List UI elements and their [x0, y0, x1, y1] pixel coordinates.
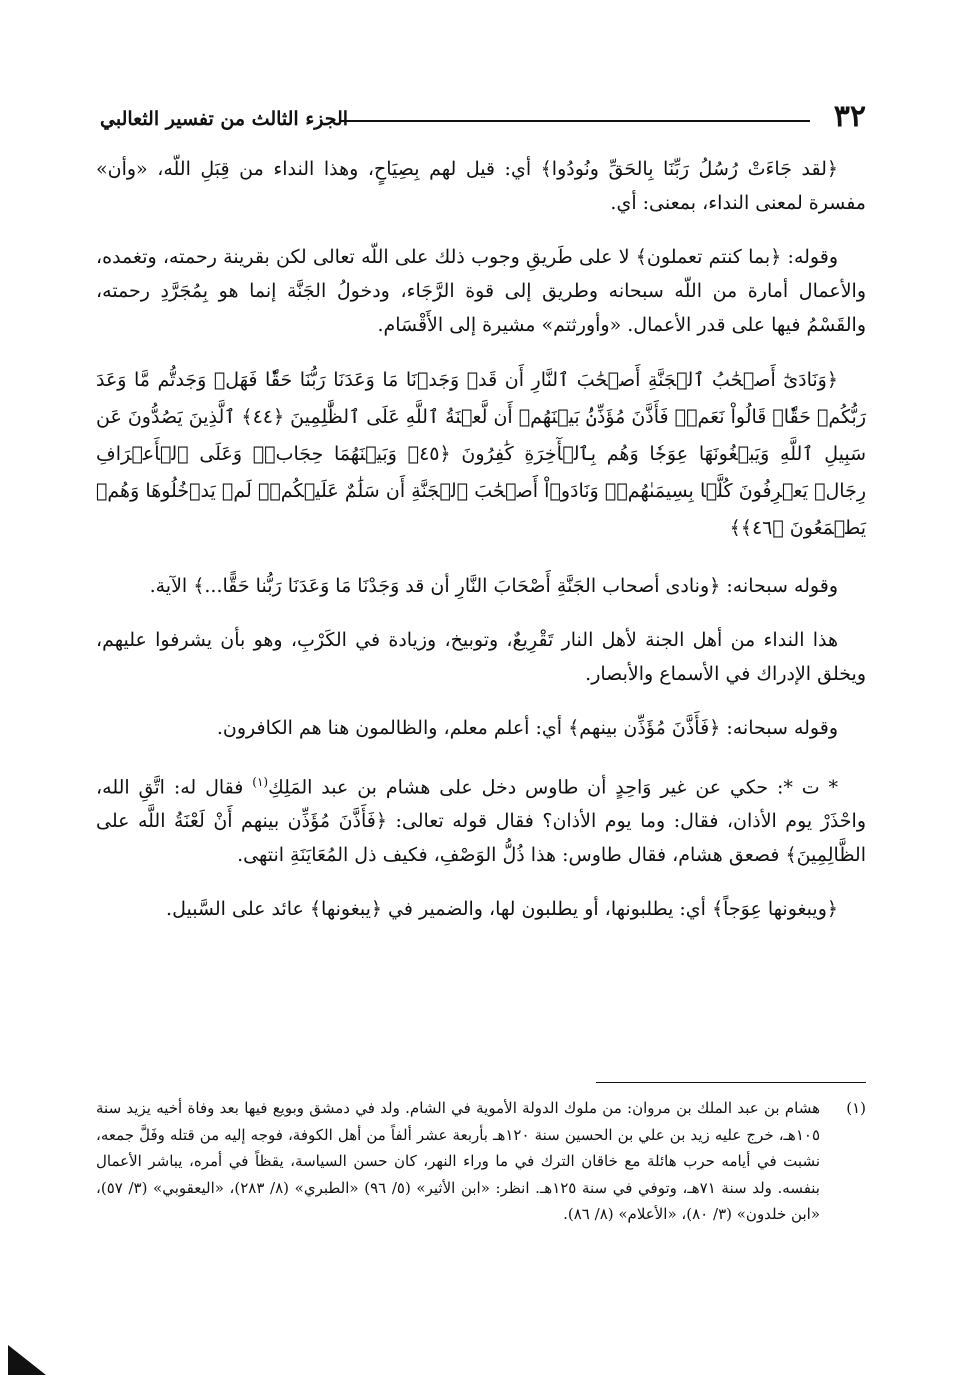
paragraph: هذا النداء من أهل الجنة لأهل النار تَقْرِيعٌ، وتوبيخ، وزيادة في الكَرْبِ، وهو بأن يشرفوا عليهم، ويخلق الإدراك في الأسماع والأبصار.: [96, 629, 866, 685]
page-header: [100, 100, 866, 142]
header-rule: [340, 120, 810, 122]
paragraph: وقوله سبحانه: ﴿ونادى أصحاب الجَنَّةِ أَصْحَابَ النَّارِ أن قد وَجَدْنَا مَا وَعَدَنَا رَبُّنا حَقًّا...﴾ الآية.: [149, 575, 838, 597]
running-title: الجزء الثالث من تفسير الثعالبي: [100, 108, 349, 130]
paragraph: وقوله: ﴿بما كنتم تعملون﴾ لا على طَريقِ وجوب ذلك على اللّه تعالى لكن بقرينة رحمته، وتغمده، والأعمال أمارة من اللّه سبحانه وطريق إلى قوة الرَّجَاء، ودخولُ الجَنَّة إنما هو بِمُجَرَّدِ رحمته، والقَسْمُ فيها على قدر الأعمال. «وأورثتم» مشيرة إلى الأَقْسَام.: [96, 246, 866, 336]
paragraph: وقوله سبحانه: ﴿فَأَذَّنَ مُؤَذِّن بينهم﴾ أي: أعلم معلم، والظالمون هنا هم الكافرون.: [216, 717, 838, 739]
footnote-number: (١): [846, 1099, 866, 1117]
paragraph-text: * ت *: حكي عن غير وَاحِدٍ أن طاوس دخل على هشام بن عبد المَلِكِ: [268, 776, 838, 799]
page-number: ٣٢: [833, 99, 866, 134]
quran-verse-block: ﴿وَنَادَىٰٓ أَصۡحَٰبُ ٱلۡجَنَّةِ أَصۡحَٰبَ ٱلنَّارِ أَن قَدۡ وَجَدۡنَا مَا وَعَدَنَا رَبُّنَا حَقّٗا فَهَلۡ وَجَدتُّم مَّا وَعَدَ رَبُّكُمۡ حَقّٗاۖ قَالُواْ نَعَمۡۚ فَأَذَّنَ مُؤَذِّنُۢ بَيۡنَهُمۡ أَن لَّعۡنَةُ ٱللَّهِ عَلَى ٱلظَّٰلِمِينَ ﴿٤٤﴾ ٱلَّذِينَ يَصُدُّونَ عَن سَبِيلِ ٱللَّهِ وَيَبۡغُونَهَا عِوَجٗا وَهُم بِٱلۡأٓخِرَةِ كَٰفِرُونَ ﴿٤٥﴾ وَبَيۡنَهُمَا حِجَابٞۚ وَعَلَى ٱلۡأَعۡرَافِ رِجَالٞ يَعۡرِفُونَ كُلَّۢا بِسِيمَىٰهُمۡۚ وَنَادَوۡاْ أَصۡحَٰبَ ٱلۡجَنَّةِ أَن سَلَٰمٌ عَلَيۡكُمۡۚ لَمۡ يَدۡخُلُوهَا وَهُمۡ يَطۡمَعُونَ ﴿٤٦﴾﴾: [96, 369, 866, 539]
footnote-reference[interactable]: (١): [252, 775, 269, 789]
paragraph: [96, 765, 866, 872]
main-text: [96, 152, 866, 946]
footnote-text: هشام بن عبد الملك بن مروان: من ملوك الدولة الأموية في الشام. ولد في دمشق وبويع فيها بعد وفاة أخيه يزيد سنة ١٠٥هـ، خرج عليه زيد بن علي بن الحسين سنة ١٢٠هـ بأربعة عشر ألفاً من أهل الكوفة، فوجه إليه من قتله وفَلَّ جمعه، نشبت في أيامه حرب هائلة مع خاقان الترك في ما وراء النهر، كان حسن السياسة، يقظاً في أمره، يباشر الأعمال بنفسه. ولد سنة ٧١هـ، وتوفي في سنة ١٢٥هـ. انظر: «ابن الأثير» (٥/ ٩٦) «الطبري» (٨/ ٢٨٣)، «اليعقوبي» (٣/ ٥٧)، «ابن خلدون» (٣/ ٨٠)، «الأعلام» (٨/ ٨٦).: [96, 1099, 821, 1223]
footnotes: [96, 1082, 866, 1228]
paragraph: ﴿لقد جَاءَتْ رُسُلُ رَبِّنَا بِالحَقِّ ونُودُوا﴾ أي: قيل لهم بِصِيَاحٍ، وهذا النداء من قِبَلِ اللّه، «وأن» مفسرة لمعنى النداء، بمعنى: أي.: [96, 158, 866, 214]
paragraph-text: فقال له: اتَّقِ الله، واحْذَرْ يوم الأذان، فقال: وما يوم الأذان؟ فقال قوله تعالى: ﴿فَأَذَّنَ مُؤَذِّن بينهم أَنْ لَعْنَةُ اللَّه على الظَّالِمِينَ﴾ فصعق هشام، فقال طاوس: هذا ذُلُّ الوَصْفِ، فكيف ذل المُعَايَنَةِ انتهى.: [96, 776, 866, 867]
paragraph: ﴿ويبغونها عِوَجاً﴾ أي: يطلبونها، أو يطلبون لها، والضمير في ﴿يبغونها﴾ عائد على السَّبيل.: [166, 898, 838, 921]
footnote-rule: [596, 1082, 866, 1083]
footnote: [96, 1095, 866, 1228]
page-corner-mark: [8, 1345, 46, 1375]
